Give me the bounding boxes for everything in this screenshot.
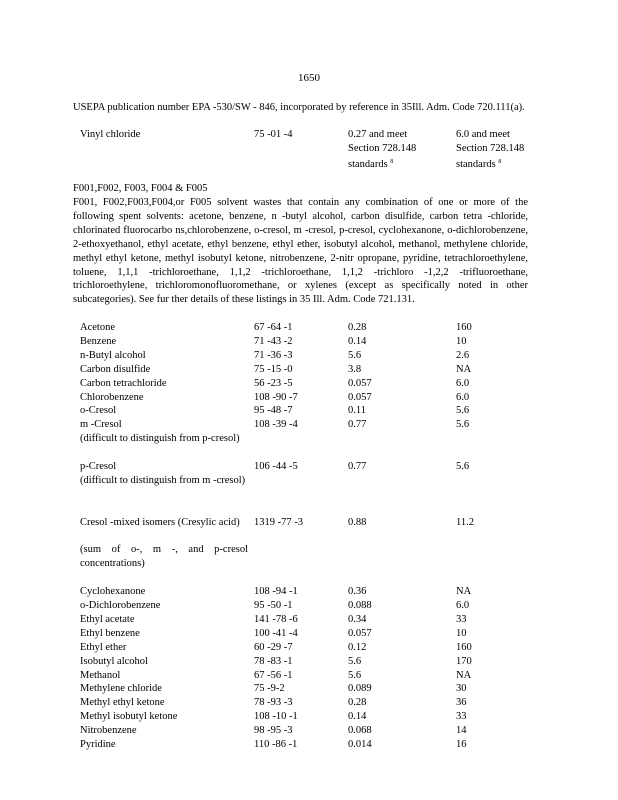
constituent-name: Methylene chloride bbox=[80, 683, 162, 695]
nonwastewater-standard: 160 bbox=[456, 641, 472, 653]
cas-number: 108 -90 -7 bbox=[254, 391, 298, 403]
constituent-name: Ethyl ether bbox=[80, 641, 127, 653]
nonwastewater-standard: 6.0 bbox=[456, 377, 470, 389]
nonwastewater-standard: NA bbox=[456, 586, 472, 598]
cas-number: 71 -43 -2 bbox=[254, 335, 293, 347]
wastewater-standard bbox=[348, 128, 443, 172]
nonwastewater-standard: 10 bbox=[456, 627, 467, 639]
constituent-name: Ethyl acetate bbox=[80, 613, 135, 625]
cas-number: 95 -50 -1 bbox=[254, 600, 293, 611]
page-number: 1650 bbox=[298, 72, 320, 84]
cas-number: 75 -9-2 bbox=[254, 683, 285, 695]
cas-number: 75 -01 -4 bbox=[254, 129, 293, 140]
cas-number: 56 -23 -5 bbox=[254, 377, 293, 389]
wastewater-standard: 0.057 bbox=[348, 377, 372, 389]
wastewater-standard: 5.6 bbox=[348, 349, 362, 361]
constituent-name: Pyridine bbox=[80, 739, 116, 750]
nonwastewater-standard: NA bbox=[456, 363, 472, 375]
wastewater-standard: 0.014 bbox=[348, 739, 372, 750]
nonwastewater-standard: 5.6 bbox=[456, 419, 470, 431]
constituent-note: (difficult to distinguish from p-cresol) bbox=[80, 433, 240, 445]
wastewater-standard: 0.057 bbox=[348, 627, 372, 639]
waste-codes-heading: F001,F002, F003, F004 & F005 bbox=[73, 183, 208, 194]
constituent-name: Chlorobenzene bbox=[80, 391, 144, 403]
cas-number: 78 -83 -1 bbox=[254, 655, 293, 667]
constituent-name: Ethyl benzene bbox=[80, 627, 140, 639]
footnote-mark: 8 bbox=[498, 158, 502, 165]
nonwastewater-standard: 160 bbox=[456, 322, 472, 333]
cas-number: 95 -48 -7 bbox=[254, 405, 293, 417]
wastewater-standard: 0.057 bbox=[348, 391, 372, 403]
cas-number: 106 -44 -5 bbox=[254, 461, 298, 472]
constituent-name: Carbon disulfide bbox=[80, 363, 151, 375]
constituent-note: (sum of o-, m -, and p-cresol concentrations) bbox=[80, 544, 248, 570]
cas-number: 71 -36 -3 bbox=[254, 349, 293, 361]
waste-description: F001, F002,F003,F004,or F005 solvent wastes that contain any combination of one or more of the following spent solvents: acetone, benzene, n -butyl alcohol, carbon disulfide, carbon tetra -chloride, chlorinated fluorocarbo ns,chlorobenzene, o-cresol, m -cresol, p-cresol, cyclohexanone, o-dichlorobenzene, 2-ethoxyethanol, ethyl acetate, ethyl benzene, ethyl ether, isobutyl alcohol, methanol, methylene chloride, methyl ethyl ketone, methyl isobutyl ketone, nitrobenzene, 2-nitr opropane, pyridine, tetrachloroethylene, toluene, 1,1,1 -trichloroethane, 1,1,2 -trichloroethane, 1,1,2 -trichloro -1,2,2 -trifluoroethane, trichloroethylene, trichloromonofluoromethane, or xylenes (except as specifically noted in other subcategories). See fur ther details of these listings in 35 Ill. Adm. Code 721.131. bbox=[73, 197, 528, 306]
constituent-name: Nitrobenzene bbox=[80, 725, 137, 737]
cas-number: 141 -78 -6 bbox=[254, 613, 298, 625]
wastewater-standard: 0.88 bbox=[348, 516, 367, 528]
nww-line: standards $^8$ bbox=[456, 158, 502, 170]
wastewater-standard: 0.34 bbox=[348, 613, 367, 625]
wastewater-standard: 5.6 bbox=[348, 669, 362, 681]
nww-line: Section 728.148 bbox=[456, 142, 525, 154]
footnote-mark: 8 bbox=[390, 158, 394, 165]
ww-line: standards $^8$ bbox=[348, 158, 394, 170]
constituent-name: Methanol bbox=[80, 669, 121, 681]
wastewater-standard: 0.77 bbox=[348, 419, 367, 431]
wastewater-standard: 0.14 bbox=[348, 711, 367, 723]
wastewater-standard: 0.77 bbox=[348, 461, 367, 472]
wastewater-standard: 0.14 bbox=[348, 335, 367, 347]
wastewater-standard: 0.11 bbox=[348, 405, 366, 417]
nonwastewater-standard: 16 bbox=[456, 739, 467, 750]
constituent-name: o-Cresol bbox=[80, 405, 117, 417]
cas-number: 110 -86 -1 bbox=[254, 739, 298, 750]
cas-number: 75 -15 -0 bbox=[254, 363, 293, 375]
cas-number: 60 -29 -7 bbox=[254, 641, 293, 653]
constituent-name: Isobutyl alcohol bbox=[80, 655, 148, 667]
wastewater-standard: 5.6 bbox=[348, 655, 362, 667]
nonwastewater-standard: 6.0 bbox=[456, 600, 470, 611]
nonwastewater-standard: 11.2 bbox=[456, 516, 474, 528]
constituent-name: Methyl isobutyl ketone bbox=[80, 711, 178, 723]
cas-number: 100 -41 -4 bbox=[254, 627, 298, 639]
nonwastewater-standard: 33 bbox=[456, 613, 467, 625]
nonwastewater-standard: NA bbox=[456, 669, 472, 681]
nonwastewater-standard: 33 bbox=[456, 711, 467, 723]
cas-number: 78 -93 -3 bbox=[254, 697, 293, 709]
cas-number: 98 -95 -3 bbox=[254, 725, 293, 737]
nonwastewater-standard: 6.0 bbox=[456, 391, 470, 403]
nonwastewater-standard: 170 bbox=[456, 655, 472, 667]
cas-number: 67 -56 -1 bbox=[254, 669, 293, 681]
nonwastewater-standard: 5.6 bbox=[456, 405, 470, 417]
wastewater-standard: 0.089 bbox=[348, 683, 372, 695]
ww-line: 0.27 and meet bbox=[348, 129, 408, 140]
constituent-name: Vinyl chloride bbox=[80, 129, 141, 140]
nonwastewater-standard: 2.6 bbox=[456, 349, 470, 361]
constituent-name: Cresol -mixed isomers (Cresylic acid) bbox=[80, 516, 240, 528]
cas-number: 108 -94 -1 bbox=[254, 586, 298, 598]
cas-number: 108 -39 -4 bbox=[254, 419, 298, 431]
nww-line: 6.0 and meet bbox=[456, 129, 510, 140]
wastewater-standard: 0.28 bbox=[348, 322, 367, 333]
constituent-name: Benzene bbox=[80, 335, 117, 347]
constituent-name: o-Dichlorobenzene bbox=[80, 600, 161, 611]
cas-number: 108 -10 -1 bbox=[254, 711, 298, 723]
constituent-name: p-Cresol bbox=[80, 461, 117, 472]
intro-paragraph: USEPA publication number EPA -530/SW - 846, incorporated by reference in 35Ill. Adm. Code 720.111(a). bbox=[73, 102, 525, 113]
cas-number: 1319 -77 -3 bbox=[254, 516, 303, 528]
wastewater-standard: 0.36 bbox=[348, 586, 367, 598]
wastewater-standard: 0.12 bbox=[348, 641, 367, 653]
cas-number: 67 -64 -1 bbox=[254, 322, 293, 333]
wastewater-standard: 3.8 bbox=[348, 363, 362, 375]
constituent-name: Methyl ethyl ketone bbox=[80, 697, 165, 709]
constituent-name: Cyclohexanone bbox=[80, 586, 146, 598]
nonwastewater-standard: 5.6 bbox=[456, 461, 470, 472]
ww-line: Section 728.148 bbox=[348, 142, 417, 154]
nonwastewater-standard bbox=[456, 128, 551, 172]
constituent-name: Carbon tetrachloride bbox=[80, 377, 167, 389]
wastewater-standard: 0.28 bbox=[348, 697, 367, 709]
nonwastewater-standard: 14 bbox=[456, 725, 467, 737]
constituent-note: (difficult to distinguish from m -cresol) bbox=[80, 474, 246, 486]
nonwastewater-standard: 36 bbox=[456, 697, 467, 709]
wastewater-standard: 0.088 bbox=[348, 600, 372, 611]
constituent-name: Acetone bbox=[80, 322, 115, 333]
nonwastewater-standard: 10 bbox=[456, 335, 467, 347]
constituent-name: m -Cresol bbox=[80, 419, 122, 431]
wastewater-standard: 0.068 bbox=[348, 725, 372, 737]
constituent-name: n-Butyl alcohol bbox=[80, 349, 146, 361]
nonwastewater-standard: 30 bbox=[456, 683, 467, 695]
